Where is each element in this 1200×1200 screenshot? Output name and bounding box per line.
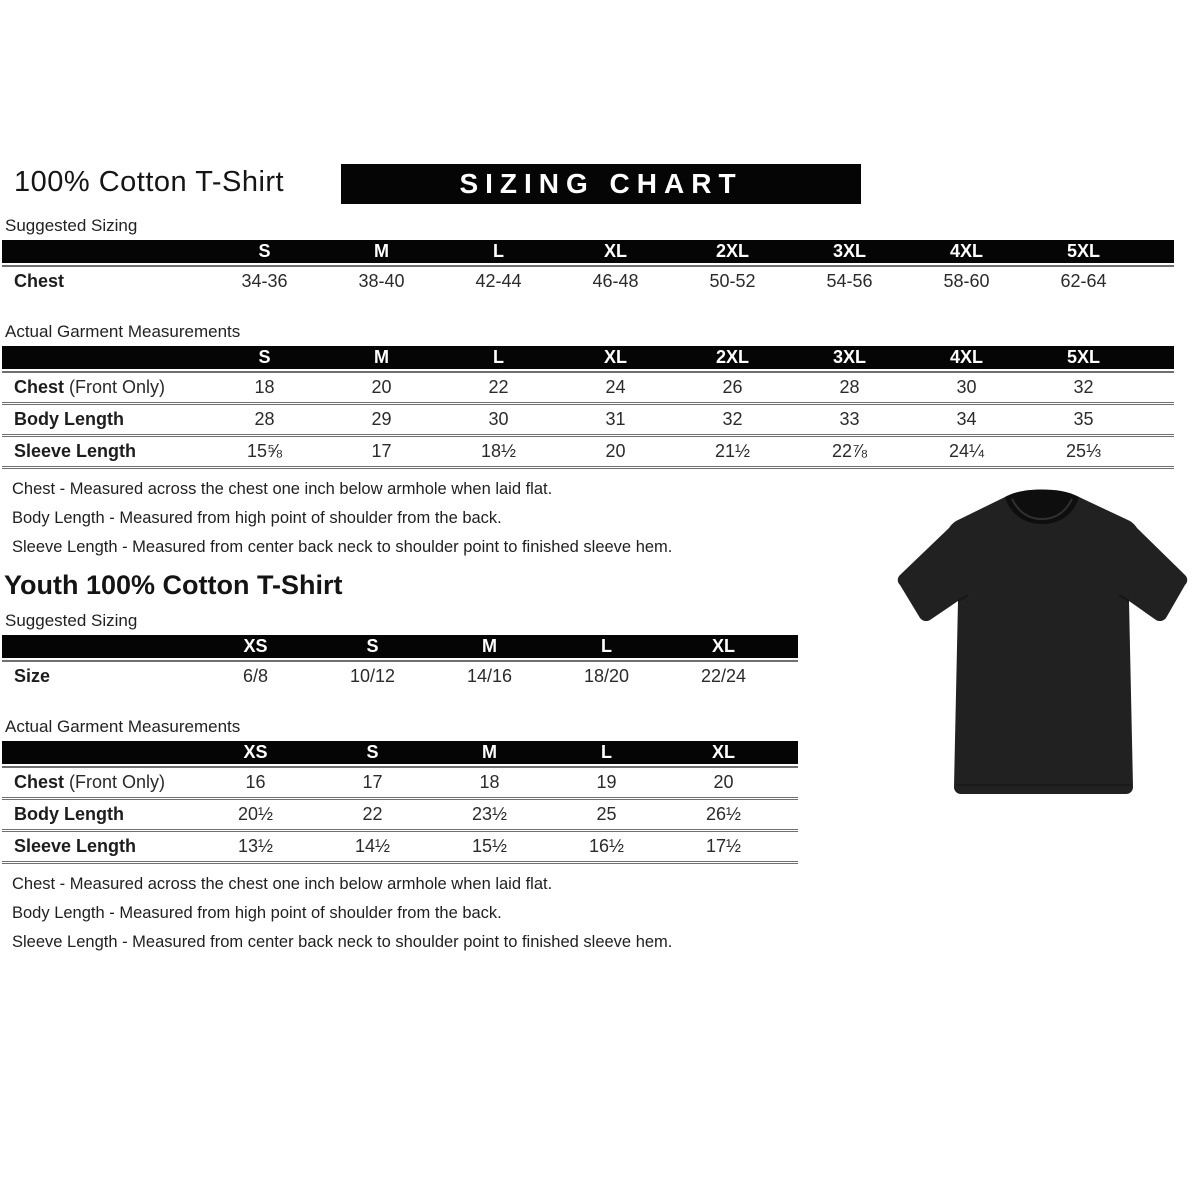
title-row [2, 164, 1174, 206]
table-cell: 34-36 [241, 271, 288, 291]
table-cell: 17 [371, 441, 392, 461]
table-cell: 15½ [471, 836, 508, 856]
column-header: 2XL [715, 347, 749, 367]
table-cell: 16 [245, 772, 266, 792]
row-label: Chest (Front Only) [14, 377, 166, 397]
column-header: 5XL [1066, 347, 1100, 367]
page-title: 100% Cotton T-Shirt [14, 166, 285, 198]
table-cell: 34 [956, 409, 977, 429]
column-header: XL [711, 742, 735, 762]
table-header-row [2, 346, 1174, 369]
table-cell: 6/8 [242, 666, 269, 686]
table-cell: 20 [713, 772, 734, 792]
row-label: Body Length [14, 804, 124, 824]
table-cell: 38-40 [358, 271, 405, 291]
table-cell: 28 [839, 377, 860, 397]
column-header: M [482, 742, 497, 762]
table-row [2, 371, 1174, 402]
column-header: S [258, 347, 271, 367]
table-cell: 30 [488, 409, 509, 429]
youth-suggested-sizing-label: Suggested Sizing [5, 611, 138, 630]
row-label-suffix: (Front Only) [69, 772, 166, 792]
table-cell: 10/12 [349, 666, 396, 686]
sizing-chart-banner [341, 164, 861, 204]
adult-actual-measurements-label: Actual Garment Measurements [5, 322, 241, 341]
adult-actual-measurements-table [2, 346, 1174, 469]
column-header: L [493, 241, 504, 261]
table-cell: 24 [605, 377, 626, 397]
row-label: Sleeve Length [14, 836, 137, 856]
column-header: S [366, 742, 379, 762]
adult-suggested-sizing-label: Suggested Sizing [5, 216, 138, 235]
row-label: Sleeve Length [14, 441, 137, 461]
table-cell: 29 [371, 409, 392, 429]
table-cell: 17½ [705, 836, 742, 856]
table-cell: 20 [605, 441, 626, 461]
column-header: S [366, 636, 379, 656]
table-row [2, 829, 798, 861]
note-chest: Chest - Measured across the chest one inch below armhole when laid flat. [12, 480, 553, 498]
note-sleeve-length: Sleeve Length - Measured from center back neck to shoulder point to finished sleeve hem. [12, 538, 673, 556]
youth-measurement-notes [12, 870, 1174, 957]
youth-section-title: Youth 100% Cotton T-Shirt [4, 570, 343, 600]
table-cell: 35 [1073, 409, 1094, 429]
table-cell: 19 [596, 772, 617, 792]
table-cell: 22/24 [700, 666, 747, 686]
table-header-row [2, 240, 1174, 263]
adult-suggested-sizing-table [2, 240, 1174, 296]
column-header: M [374, 347, 389, 367]
table-row [2, 434, 1174, 466]
youth-actual-measurements-table [2, 741, 798, 864]
column-header: 5XL [1066, 241, 1100, 261]
table-cell: 21½ [714, 441, 751, 461]
table-row [2, 265, 1174, 296]
table-cell: 18/20 [583, 666, 630, 686]
column-header: XS [243, 742, 268, 762]
column-header: 4XL [949, 241, 983, 261]
table-cell: 26½ [705, 804, 742, 824]
table-row [2, 660, 798, 691]
column-header: S [258, 241, 271, 261]
table-cell: 30 [956, 377, 977, 397]
column-header: L [493, 347, 504, 367]
youth-suggested-sizing-table [2, 635, 798, 691]
row-label: Body Length [14, 409, 124, 429]
column-header: XS [243, 636, 268, 656]
table-cell: 22 [488, 377, 509, 397]
table-cell: 20½ [237, 804, 274, 824]
table-cell: 32 [1073, 377, 1094, 397]
table-cell: 16½ [588, 836, 625, 856]
table-cell: 26 [722, 377, 743, 397]
column-header: XL [603, 347, 627, 367]
table-cell: 22 [362, 804, 383, 824]
column-header: 2XL [715, 241, 749, 261]
table-cell: 58-60 [943, 271, 990, 291]
row-label-suffix: (Front Only) [69, 377, 166, 397]
table-cell: 14/16 [466, 666, 513, 686]
table-cell: 23½ [471, 804, 508, 824]
table-cell: 20 [371, 377, 392, 397]
table-row [2, 402, 1174, 434]
table-cell: 42-44 [475, 271, 522, 291]
column-header: M [374, 241, 389, 261]
column-header: 3XL [832, 241, 866, 261]
column-header: 3XL [832, 347, 866, 367]
table-cell: 25 [596, 804, 617, 824]
table-cell: 28 [254, 409, 275, 429]
table-row [2, 766, 798, 797]
table-cell: 54-56 [826, 271, 873, 291]
table-cell: 25⅓ [1065, 441, 1102, 461]
table-cell: 33 [839, 409, 860, 429]
column-header: XL [711, 636, 735, 656]
table-cell: 15⅝ [246, 441, 283, 461]
note-chest: Chest - Measured across the chest one inch below armhole when laid flat. [12, 875, 553, 893]
table-cell: 18 [479, 772, 500, 792]
table-cell: 14½ [354, 836, 391, 856]
row-label: Size [14, 666, 51, 686]
table-header-row [2, 741, 798, 764]
table-row [2, 797, 798, 829]
column-header: L [601, 742, 612, 762]
note-sleeve-length: Sleeve Length - Measured from center back neck to shoulder point to finished sleeve hem. [12, 933, 673, 951]
column-header: XL [603, 241, 627, 261]
table-cell: 22⅞ [831, 441, 868, 461]
column-header: 4XL [949, 347, 983, 367]
table-cell: 46-48 [592, 271, 639, 291]
table-header-row [2, 635, 798, 658]
column-header: M [482, 636, 497, 656]
table-cell: 18½ [480, 441, 517, 461]
table-cell: 62-64 [1060, 271, 1107, 291]
table-cell: 31 [605, 409, 626, 429]
note-body-length: Body Length - Measured from high point of shoulder from the back. [12, 904, 502, 922]
row-label: Chest [14, 271, 65, 291]
note-body-length: Body Length - Measured from high point of shoulder from the back. [12, 509, 502, 527]
row-label: Chest (Front Only) [14, 772, 166, 792]
sizing-chart-banner-label: SIZING CHART [459, 168, 743, 199]
column-header: L [601, 636, 612, 656]
table-cell: 18 [254, 377, 275, 397]
table-cell: 50-52 [709, 271, 756, 291]
table-cell: 24¼ [948, 441, 985, 461]
table-cell: 17 [362, 772, 383, 792]
table-cell: 13½ [237, 836, 274, 856]
youth-actual-measurements-label: Actual Garment Measurements [5, 717, 241, 736]
table-cell: 32 [722, 409, 743, 429]
black-tshirt-image [892, 477, 1192, 807]
